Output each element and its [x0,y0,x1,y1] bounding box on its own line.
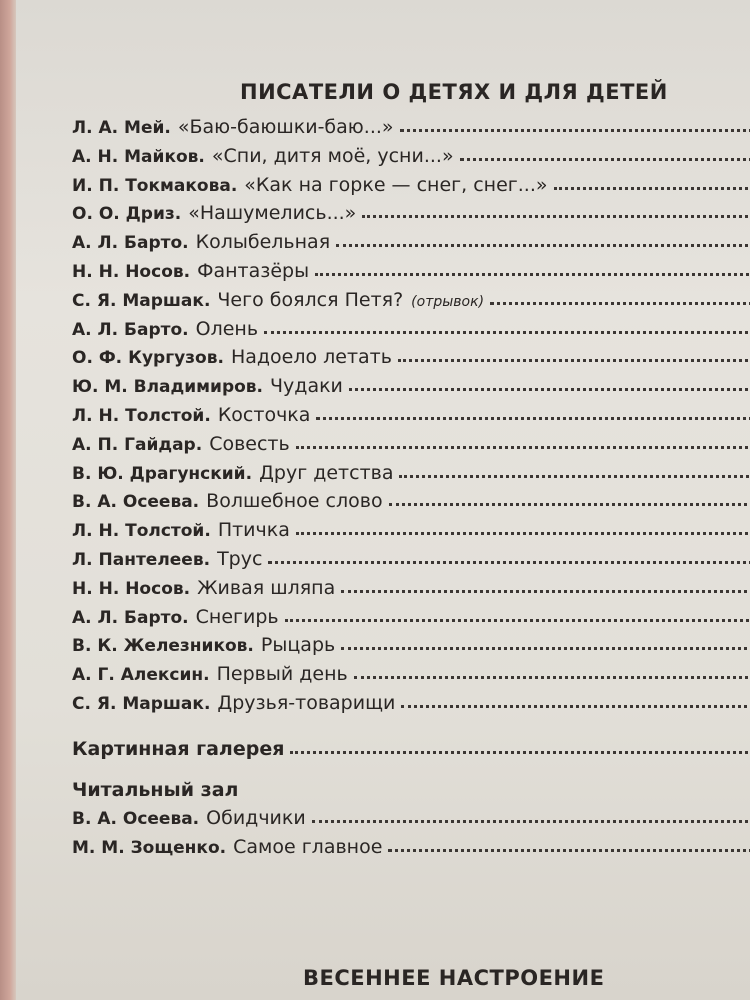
entry-title: Чего боялся Петя? [217,288,404,311]
dot-leader [296,529,750,535]
entry-author: А. Л. Барто. [72,319,189,340]
entry-author: Н. Н. Носов. [72,261,191,282]
dot-leader [354,673,750,679]
dot-leader [490,299,750,305]
next-section-heading: ВЕСЕННЕЕ НАСТРОЕНИЕ [303,966,605,990]
entry-author: С. Я. Маршак. [72,693,211,714]
reading-room-entries [72,807,750,865]
entry-author: А. Г. Алексин. [72,665,210,686]
book-page [16,0,750,1000]
entry-title: Совесть [209,432,290,455]
toc-entry [72,462,750,491]
dot-leader [285,616,750,622]
dot-leader [290,748,750,754]
entry-author: О. О. Дриз. [72,204,182,225]
dot-leader [349,385,750,391]
toc-entry [72,116,750,145]
dot-leader [264,328,750,334]
entry-title: «Как на горке — снег, снег...» [244,173,548,196]
entry-author: В. Ю. Драгунский. [72,463,253,484]
entry-author: В. А. Осеева. [72,492,200,513]
toc-entry [72,404,750,433]
entry-title: Олень [195,317,259,340]
entry-author: В. К. Железников. [72,636,254,657]
toc-entry [72,202,750,231]
entry-title: «Баю-баюшки-баю...» [177,116,394,138]
dot-leader [341,587,750,593]
toc-entry [72,836,750,865]
entry-author: Л. А. Мей. [72,118,171,138]
dot-leader [336,241,750,247]
toc-entry [72,663,750,692]
dot-leader [316,414,750,420]
dot-leader [399,472,750,478]
entry-title: Птичка [217,519,290,542]
entry-title: Косточка [217,403,311,426]
entry-author: А. П. Гайдар. [72,434,203,455]
toc-entry [72,231,750,260]
entry-author: М. М. Зощенко. [72,838,227,859]
reading-room-heading-row [72,779,750,808]
table-of-contents [72,116,750,865]
toc-entry [72,807,750,836]
entry-author: С. Я. Маршак. [72,290,211,311]
dot-leader [401,702,750,708]
entry-author: А. Н. Майков. [72,146,205,167]
toc-entry-gallery [72,738,750,767]
dot-leader [554,184,750,190]
entry-title: Фантазёры [197,259,310,282]
gallery-title: Картинная галерея [72,737,285,760]
dot-leader [268,558,750,564]
toc-entry [72,577,750,606]
entry-title: Надоело летать [230,346,392,369]
toc-entry [72,634,750,663]
toc-entry [72,260,750,289]
entry-title: Трус [217,547,263,570]
toc-entry [72,318,750,347]
dot-leader [388,846,750,852]
entry-author: Л. Н. Толстой. [72,405,211,426]
entry-title: Живая шляпа [197,576,336,599]
entry-title: Рыцарь [260,634,336,657]
toc-entry [72,433,750,462]
entry-title: Обидчики [206,807,306,830]
section-heading: ПИСАТЕЛИ О ДЕТЯХ И ДЛЯ ДЕТЕЙ [240,80,668,104]
dot-leader [341,644,750,650]
dot-leader [400,126,750,132]
dot-leader [312,817,750,823]
entry-author: Л. Пантелеев. [72,549,211,570]
toc-entry [72,289,750,318]
dot-leader [389,500,750,506]
entry-title: «Нашумелись...» [188,202,357,225]
dot-leader [315,270,750,276]
entry-title: Чудаки [270,375,343,398]
toc-entry [72,692,750,721]
toc-entry [72,346,750,375]
entry-author: Ю. М. Владимиров. [72,377,264,398]
toc-entry [72,145,750,174]
toc-entry [72,174,750,203]
dot-leader [460,155,750,161]
dot-leader [362,212,750,218]
reading-room-title: Читальный зал [72,778,239,801]
entry-author: Л. Н. Толстой. [72,521,211,542]
entry-author: А. Л. Барто. [72,233,189,254]
toc-entries [72,116,750,721]
entry-author: В. А. Осеева. [72,809,200,830]
entry-title: Друг детства [259,461,394,484]
entry-title: Друзья-товарищи [217,691,396,714]
toc-entry [72,490,750,519]
dot-leader [296,443,750,449]
entry-title: Волшебное слово [206,490,383,513]
toc-entry [72,519,750,548]
entry-title: Первый день [216,663,348,686]
entry-title: Снегирь [195,605,279,628]
entry-author: И. П. Токмакова. [72,175,238,196]
dot-leader [398,356,750,362]
entry-author: Н. Н. Носов. [72,578,191,599]
entry-title: «Спи, дитя моё, усни...» [211,144,454,167]
toc-entry [72,375,750,404]
entry-note: (отрывок) [411,293,485,310]
entry-author: О. Ф. Кургузов. [72,348,224,369]
entry-author: А. Л. Барто. [72,607,189,628]
entry-title: Колыбельная [195,231,331,254]
toc-entry [72,548,750,577]
toc-entry [72,606,750,635]
entry-title: Самое главное [233,836,383,859]
